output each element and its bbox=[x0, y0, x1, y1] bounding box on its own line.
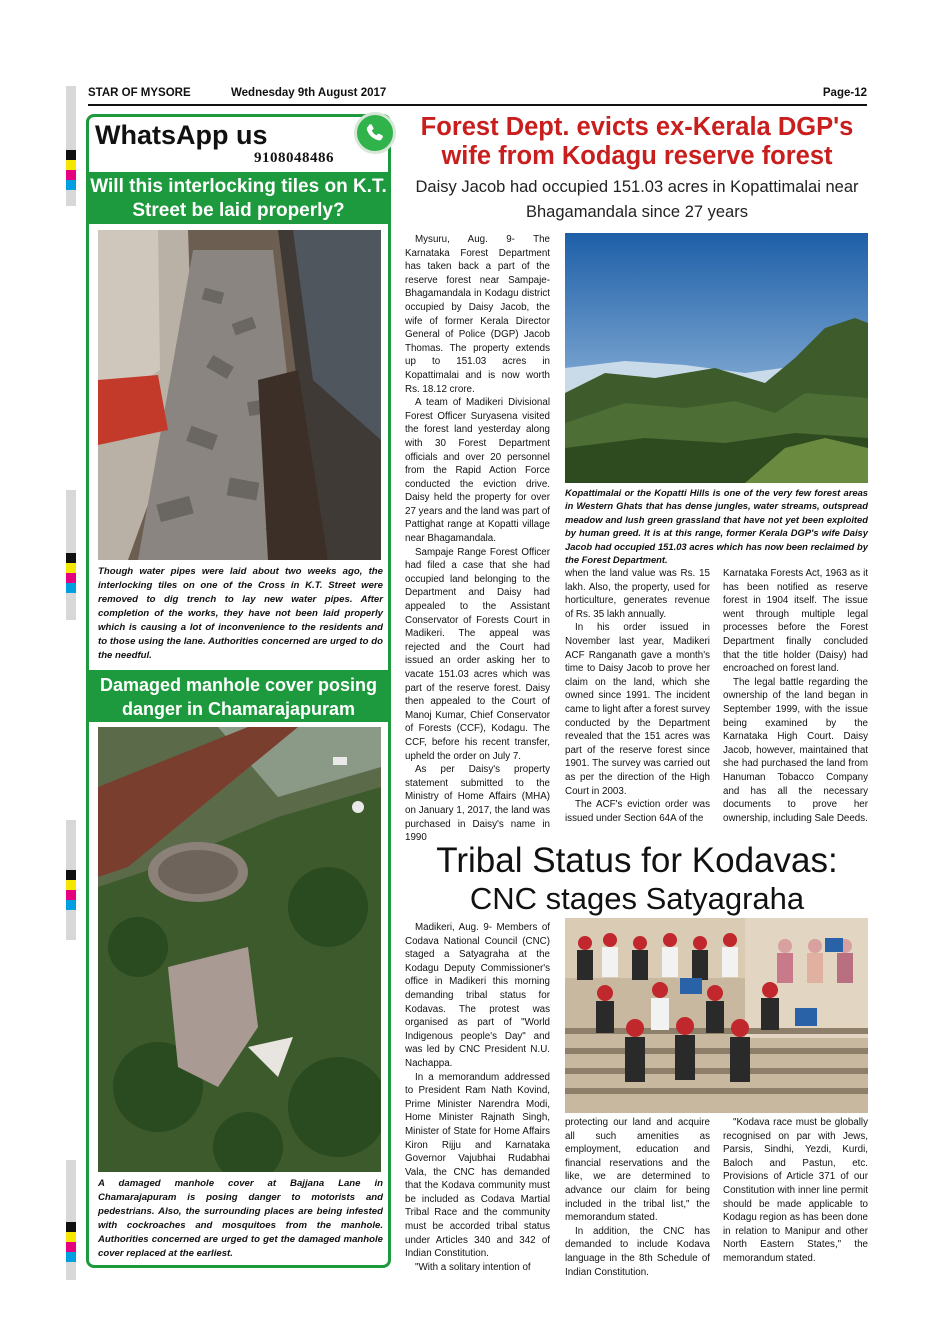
margin-bar-bottom bbox=[66, 1160, 76, 1280]
registration-marks-3 bbox=[66, 870, 76, 910]
story1-col3-para: Karnataka Forests Act, 1963 as it has been notified as reserve forest in 1904 itself. The issue went through multiple legal processes before the Forest Department finally concluded that the title holder (Daisy) had encroached on forest land. bbox=[723, 568, 868, 675]
manhole-caption: A damaged manhole cover at Bajjana Lane in Chamarajapuram is posing danger to motorists and pedestrians. Also, the surrounding places are being infested with cockroaches and mosquitoes from the manhole. Authorities concerned are urged to get the damaged manhole cover replaced at the earliest. bbox=[98, 1178, 383, 1259]
kt-street-photo bbox=[98, 230, 381, 560]
whatsapp-number: 9108048486 bbox=[254, 150, 334, 166]
kt-street-caption: Though water pipes were laid about two weeks ago, the interlocking tiles on one of the Cross in K.T. Street were removed to dig trench to lay new water pipes. After completion of the works, they have not been laid properly which is causing a lot of inconvenience to the residents and to those using the lane. Authorities concerned are urged to do the needful. bbox=[98, 566, 383, 661]
page-number: Page-12 bbox=[822, 87, 867, 99]
page-header bbox=[88, 87, 867, 103]
story1-col2-para: In his order issued in November last year, Madikeri ACF Ranganath gave a month's time to Daisy Jacob to prove her claim on the land, which she owned since 1991. The incident came to light after a forest survey conducted by the Department revealed that the 151 acres was part of the reserve forest since 1901. The survey was carried out as per the direction of the High Court in 2003. bbox=[565, 622, 710, 797]
story1-col1-para: As per Daisy's property statement submitted to the Ministry of Home Affairs (MHA) on January 1, 2017, the land was purchased in Daisy's name in 1990 bbox=[405, 764, 550, 844]
story2-col1-para: In a memorandum addressed to President Ram Nath Kovind, Prime Minister Narendra Modi, Home Minister Rajnath Singh, Minister of State for Home Affairs Kiron Rijju and Karnataka Governor Vajubhai Rudabhai Vala, the CNC has demanded that the Kodava community must be included as Codava Martial Tribal Race and the community must be accorded tribal status under Articles 340 and 342 of Indian Constitution. bbox=[405, 1071, 550, 1260]
story2-column-3 bbox=[723, 1116, 868, 1266]
whatsapp-title: WhatsApp us bbox=[95, 120, 268, 150]
story2-headline-line1: Tribal Status for Kodavas: bbox=[436, 841, 838, 880]
whatsapp-phone-icon bbox=[354, 112, 396, 154]
story2-column-1 bbox=[405, 921, 550, 1274]
registration-marks-2 bbox=[66, 553, 76, 593]
story1-col1-para: Mysuru, Aug. 9- The Karnataka Forest Department has taken back a part of the reserve forest near Sampaje-Bhagamandala in Kodagu district occupied by Daisy Jacob, the wife of former Kerala Director General of Police (DGP) Jacob Thomas. The property extends up to 151.03 acres in Kopattimalai and is now worth Rs. 18.12 crore. bbox=[405, 234, 550, 395]
story1-column-3 bbox=[723, 567, 868, 825]
story1-subhead: Daisy Jacob had occupied 151.03 acres in Kopattimalai near Bhagamandala since 27 years bbox=[415, 178, 859, 221]
story2-col1-para: "With a solitary intention of bbox=[415, 1261, 531, 1273]
story1-col1-para: A team of Madikeri Divisional Forest Officer Suryasena visited the forest land yesterday along with 30 Forest Department officials and over 20 personnel from the Rapid Action Force conducted the eviction drive. Daisy held the property for over 27 years and the land was part of Pattighat range at Kopatti village near Bhagamandala. bbox=[405, 397, 550, 545]
manhole-photo bbox=[98, 727, 381, 1172]
manhole-headline: Damaged manhole cover posing danger in Chamarajapuram bbox=[88, 670, 389, 722]
paper-name: STAR OF MYSORE bbox=[88, 87, 191, 99]
cnc-satyagraha-photo bbox=[565, 918, 868, 1113]
story1-col1-para: Sampaje Range Forest Officer had filed a case that she had occupied land belonging to the Department and Daisy had appealed to the Assistant Conservator of Forests Court in Madikeri. The appeal was rejected and the Court had issued an order asking her to vacate 151.03 acres which was part of the reserve forest. Daisy then appealed to the Court of Manoj Kumar, Chief Conservator of Forests (CCF), Kodagu. The CCF, before his recent transfer, upheld the order on July 7. bbox=[405, 546, 550, 762]
story2-col2-para: In addition, the CNC has demanded to include Kodava language in the 8th Schedule of Indian Constitution. bbox=[565, 1225, 710, 1278]
registration-marks-4 bbox=[66, 1222, 76, 1262]
story2-headline bbox=[402, 842, 872, 918]
header-rule bbox=[88, 104, 867, 106]
story2-col3-para: "Kodava race must be globally recognised on par with Jews, Parsis, Sindhi, Yezdi, Kurdi, Baloch and Pastun, etc. Provisions of Article 371 of our Constitution with inner line permit should be made applicable to Kodagu region as has been done in relation to Manipur and other North Eastern States," the memorandum stated. bbox=[723, 1117, 868, 1264]
story1-col3-para: The legal battle regarding the ownership of the land began in September 1999, with the issue being examined by the Karnataka High Court. Daisy Jacob, however, maintained that she had purchased the land from Hanuman Tobacco Company and has all the necessary documents to prove her ownership, including Sale Deeds. bbox=[723, 676, 868, 824]
story1-col2-para: when the land value was Rs. 15 lakh. Also, the property, used for horticulture, generates revenue of Rs. 35 lakh annually. bbox=[565, 568, 710, 620]
kopatti-hills-caption: Kopattimalai or the Kopatti Hills is one of the very few forest areas in Western Ghats that has dense jungles, water streams, outspread meadow and lush green grassland that have not yet been exploited by human greed. It is at this range, former Kerala DGP's wife Daisy Jacob had occupied 151.03 acres which has now been reclaimed by the Forest Department. bbox=[565, 487, 868, 566]
story1-headline: Forest Dept. evicts ex-Kerala DGP's wife from Kodagu reserve forest bbox=[420, 113, 854, 170]
kt-street-headline: Will this interlocking tiles on K.T. Street be laid properly? bbox=[88, 172, 389, 224]
story2-headline-line2: CNC stages Satyagraha bbox=[469, 881, 805, 916]
kopatti-hills-photo bbox=[565, 233, 868, 483]
story1-column-1 bbox=[405, 233, 550, 845]
story2-column-2 bbox=[565, 1116, 710, 1279]
issue-date: Wednesday 9th August 2017 bbox=[231, 87, 387, 99]
registration-marks-1 bbox=[66, 150, 76, 190]
story2-col1-para: Madikeri, Aug. 9- Members of Codava National Council (CNC) staged a Satyagraha at the Kodagu Deputy Commissioner's office in Madikeri this morning demanding tribal status for Kodavas. The protest was organised as part of "World Indigenous people's Day" and was led by CNC President N.U. Nachappa. bbox=[405, 922, 550, 1069]
story1-col2-para: The ACF's eviction order was issued under Section 64A of the bbox=[565, 799, 710, 824]
story2-col2-para: protecting our land and acquire all such amenities as employment, education and financial reservations and the like, we are determined to advance our claim for being included in the tribal list," the memorandum stated. bbox=[565, 1117, 710, 1224]
story1-column-2 bbox=[565, 567, 710, 825]
